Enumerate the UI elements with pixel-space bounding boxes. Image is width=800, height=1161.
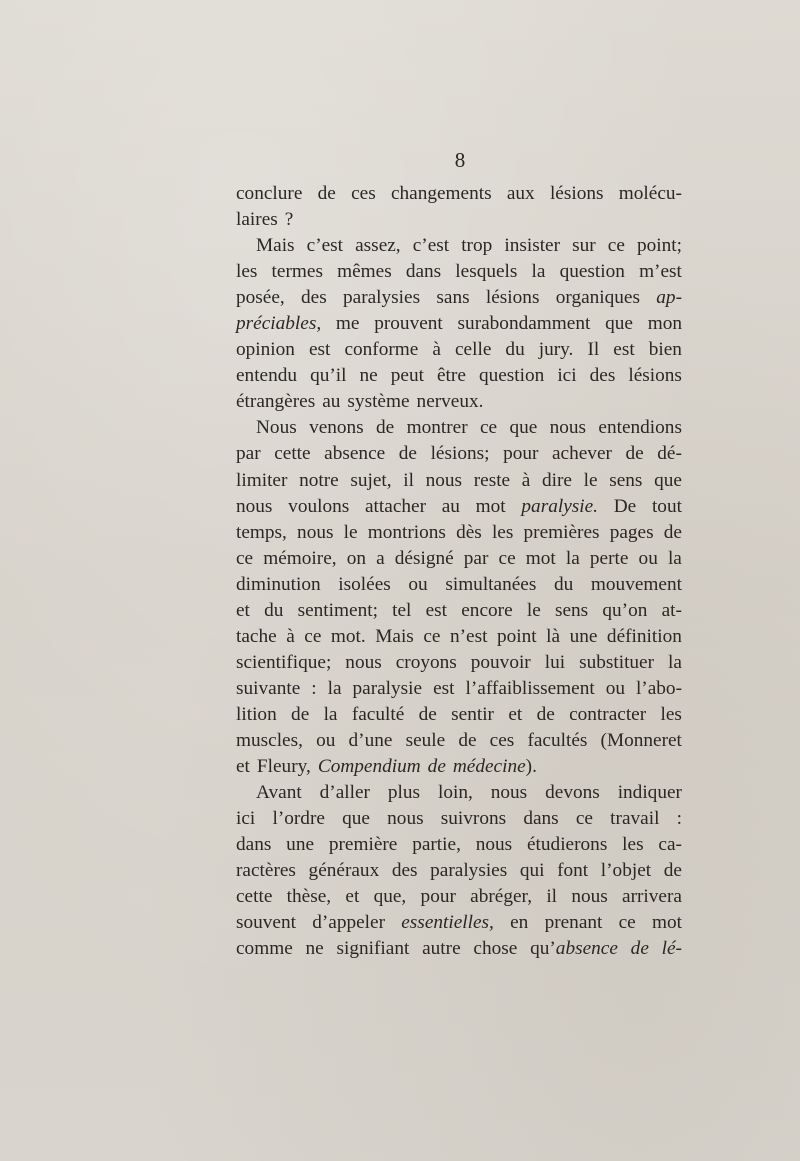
text-line bbox=[236, 285, 682, 311]
word: partie, bbox=[412, 834, 461, 856]
word: la bbox=[531, 261, 546, 283]
word: mémoire, bbox=[263, 547, 337, 569]
word: conclure bbox=[236, 183, 303, 204]
word: paralysie. bbox=[521, 495, 598, 517]
word: ce bbox=[498, 547, 516, 569]
word: suivante bbox=[236, 677, 301, 699]
word: lésions bbox=[549, 183, 604, 204]
word: de bbox=[458, 729, 477, 751]
word: entendu bbox=[236, 365, 298, 387]
word: chose bbox=[473, 938, 518, 960]
word: point; bbox=[636, 235, 682, 257]
word: à bbox=[286, 625, 295, 647]
word: suivrons bbox=[440, 808, 507, 830]
word: au bbox=[441, 495, 460, 517]
word: posée, bbox=[236, 287, 285, 309]
word: ces bbox=[351, 183, 376, 204]
text-line bbox=[236, 494, 682, 520]
word: assez, bbox=[355, 235, 401, 257]
word: et bbox=[508, 703, 523, 725]
word: laires bbox=[236, 209, 278, 231]
word: l’ordre bbox=[272, 808, 325, 830]
text-line bbox=[236, 884, 682, 910]
text-line bbox=[236, 676, 682, 702]
word: jury. bbox=[538, 339, 574, 361]
word: conforme bbox=[344, 339, 419, 361]
word: que bbox=[509, 417, 538, 439]
text-line bbox=[236, 415, 682, 441]
word: nous bbox=[571, 886, 608, 908]
word: insister bbox=[504, 235, 561, 257]
word: ou bbox=[605, 677, 625, 699]
word: loin, bbox=[437, 782, 473, 804]
word: termes bbox=[271, 261, 323, 283]
word: nous bbox=[425, 469, 463, 491]
word: du bbox=[264, 599, 284, 621]
word: désigné bbox=[394, 547, 454, 569]
word: cette bbox=[274, 443, 311, 465]
word: qu’il bbox=[310, 365, 347, 387]
word: mon bbox=[647, 313, 682, 335]
word: des bbox=[589, 365, 616, 387]
word: sens bbox=[554, 599, 589, 621]
word: contracter bbox=[569, 703, 647, 725]
word: de bbox=[663, 521, 682, 543]
word: mot bbox=[525, 547, 556, 569]
text-line bbox=[236, 363, 682, 389]
word: Compendium bbox=[317, 756, 421, 778]
word: l’objet bbox=[600, 860, 652, 882]
word: là bbox=[546, 625, 561, 647]
text-line bbox=[236, 259, 682, 285]
word: a bbox=[376, 547, 385, 569]
word: dire bbox=[542, 469, 572, 491]
word: les bbox=[622, 834, 644, 856]
word: trop bbox=[461, 235, 493, 257]
word: me bbox=[335, 313, 360, 335]
word: n’est bbox=[449, 625, 488, 647]
word: une bbox=[286, 834, 315, 856]
word: de bbox=[427, 756, 446, 778]
word: arrivera bbox=[622, 886, 682, 908]
word: ou bbox=[316, 729, 336, 751]
word: point bbox=[496, 625, 537, 647]
word: plus bbox=[387, 782, 421, 804]
word: : bbox=[311, 677, 317, 699]
word: encore bbox=[461, 599, 513, 621]
word: les bbox=[236, 261, 258, 283]
text-line bbox=[236, 754, 682, 780]
text-line bbox=[236, 468, 682, 494]
word: isolées bbox=[338, 573, 391, 595]
word: question bbox=[559, 261, 625, 283]
word: abréger, bbox=[470, 886, 533, 908]
body-text bbox=[236, 181, 682, 962]
word: substituer bbox=[579, 651, 655, 673]
word: sentir bbox=[451, 703, 494, 725]
word: la bbox=[327, 677, 342, 699]
word: m’est bbox=[639, 261, 682, 283]
word: montrions bbox=[367, 521, 446, 543]
word: at- bbox=[661, 599, 682, 621]
word: ou bbox=[638, 547, 658, 569]
text-line bbox=[236, 936, 682, 962]
word: surabondamment bbox=[457, 313, 591, 335]
word: mot bbox=[651, 912, 682, 934]
word: ce bbox=[423, 625, 441, 647]
text-line bbox=[236, 702, 682, 728]
word: du bbox=[554, 573, 574, 595]
word: lé- bbox=[661, 938, 682, 960]
word: médecine). bbox=[452, 756, 537, 778]
word: une bbox=[569, 625, 598, 647]
word: qu’absence bbox=[530, 938, 618, 960]
word: dans bbox=[523, 808, 559, 830]
word: qui bbox=[519, 860, 545, 882]
word: pour bbox=[503, 443, 539, 465]
word: voulons bbox=[288, 495, 350, 517]
word: ? bbox=[284, 209, 294, 231]
word: ou bbox=[408, 573, 428, 595]
word: font bbox=[557, 860, 589, 882]
word: ces bbox=[489, 729, 515, 751]
text-line bbox=[236, 858, 682, 884]
word: dans bbox=[236, 834, 272, 856]
word: généraux bbox=[308, 860, 380, 882]
text-line bbox=[236, 832, 682, 858]
word: la bbox=[565, 547, 580, 569]
word: dé- bbox=[657, 443, 682, 465]
word: est bbox=[613, 339, 635, 361]
word: souvent bbox=[236, 912, 296, 934]
word: pour bbox=[420, 886, 456, 908]
text-line bbox=[236, 546, 682, 572]
word: cette bbox=[236, 886, 273, 908]
word: par bbox=[236, 443, 261, 465]
word: mot bbox=[475, 495, 506, 517]
word: est bbox=[433, 677, 455, 699]
word: il bbox=[546, 886, 558, 908]
word: étrangères bbox=[236, 391, 316, 413]
word: être bbox=[437, 365, 466, 387]
word: ractères bbox=[236, 860, 296, 882]
word: premières bbox=[523, 521, 600, 543]
word: à bbox=[521, 469, 531, 491]
word: indiquer bbox=[617, 782, 682, 804]
word: la bbox=[323, 703, 338, 725]
word: lésions bbox=[628, 365, 682, 387]
word: les bbox=[660, 703, 682, 725]
word: pouvoir bbox=[470, 651, 531, 673]
word: question bbox=[478, 365, 545, 387]
word: mêmes bbox=[337, 261, 392, 283]
word: c’est bbox=[412, 235, 450, 257]
word: des bbox=[301, 287, 327, 309]
word: la bbox=[668, 651, 682, 673]
text-line bbox=[236, 780, 682, 806]
word: (Monneret bbox=[600, 729, 682, 751]
word: signifiant bbox=[336, 938, 410, 960]
word: que bbox=[654, 469, 682, 491]
word: lésions bbox=[485, 287, 540, 309]
word: sans bbox=[436, 287, 470, 309]
word: travail bbox=[610, 808, 660, 830]
word: que bbox=[605, 313, 633, 335]
word: sujet, bbox=[350, 469, 392, 491]
text-line bbox=[236, 624, 682, 650]
word: ce bbox=[479, 417, 498, 439]
word: Fleury, bbox=[256, 756, 311, 778]
word: étudierons bbox=[527, 834, 608, 856]
word: préciables, bbox=[236, 313, 322, 335]
word: au bbox=[322, 391, 341, 413]
word: système bbox=[347, 391, 410, 413]
word: de bbox=[418, 703, 437, 725]
word: autre bbox=[422, 938, 461, 960]
word: ap- bbox=[656, 287, 682, 309]
text-line bbox=[236, 181, 682, 207]
word: lésions; bbox=[430, 443, 490, 465]
word: attacher bbox=[364, 495, 426, 517]
word: achever bbox=[551, 443, 612, 465]
word: ce bbox=[236, 547, 254, 569]
word: ce bbox=[607, 235, 625, 257]
word: Nous bbox=[256, 417, 297, 439]
word: limiter bbox=[236, 469, 288, 491]
word: ce bbox=[575, 808, 593, 830]
word: et bbox=[236, 599, 250, 621]
word: venons bbox=[309, 417, 364, 439]
word: peut bbox=[390, 365, 424, 387]
word: qu’on bbox=[602, 599, 648, 621]
word: lui bbox=[544, 651, 566, 673]
word: mot. bbox=[330, 625, 366, 647]
text-line bbox=[236, 806, 682, 832]
word: perte bbox=[589, 547, 629, 569]
word: et bbox=[345, 886, 360, 908]
word: faculté bbox=[351, 703, 405, 725]
word: on bbox=[346, 547, 366, 569]
word: opinion bbox=[236, 339, 295, 361]
word: l’affaiblissement bbox=[465, 677, 595, 699]
word: : bbox=[676, 808, 682, 830]
word: et bbox=[236, 756, 250, 778]
word: d’aller bbox=[319, 782, 370, 804]
text-line bbox=[236, 337, 682, 363]
word: le bbox=[343, 521, 358, 543]
word: celle bbox=[454, 339, 492, 361]
word: de bbox=[630, 938, 649, 960]
text-line bbox=[236, 650, 682, 676]
word: en bbox=[510, 912, 529, 934]
word: ne bbox=[359, 365, 378, 387]
word: de bbox=[317, 183, 336, 204]
word: diminution bbox=[236, 573, 321, 595]
word: sens bbox=[609, 469, 643, 491]
word: thèse, bbox=[286, 886, 332, 908]
word: lesquels bbox=[455, 261, 518, 283]
word: par bbox=[463, 547, 489, 569]
word: de bbox=[536, 703, 555, 725]
word: nous bbox=[345, 651, 382, 673]
word: changements bbox=[390, 183, 492, 204]
word: d’appeler bbox=[312, 912, 386, 934]
word: devons bbox=[545, 782, 600, 804]
word: Avant bbox=[256, 782, 302, 804]
text-line bbox=[236, 520, 682, 546]
word: le bbox=[583, 469, 598, 491]
word: tache bbox=[236, 625, 277, 647]
word: tel bbox=[392, 599, 412, 621]
word: dès bbox=[456, 521, 482, 543]
word: notre bbox=[299, 469, 339, 491]
word: scientifique; bbox=[236, 651, 332, 673]
text-line bbox=[236, 441, 682, 467]
page-number: 8 bbox=[454, 148, 466, 172]
word: première bbox=[328, 834, 398, 856]
word: dans bbox=[405, 261, 442, 283]
word: pages bbox=[609, 521, 654, 543]
word: bien bbox=[648, 339, 682, 361]
word: de bbox=[398, 443, 417, 465]
word: nerveux. bbox=[416, 391, 484, 413]
text-line bbox=[236, 598, 682, 624]
word: prouvent bbox=[374, 313, 443, 335]
word: la bbox=[667, 547, 682, 569]
word: paralysies bbox=[343, 287, 421, 309]
text-line bbox=[236, 389, 682, 415]
word: de bbox=[291, 703, 310, 725]
text-line bbox=[236, 728, 682, 754]
word: absence bbox=[324, 443, 386, 465]
word: simultanées bbox=[445, 573, 537, 595]
word: paralysie bbox=[352, 677, 423, 699]
word: paralysies bbox=[430, 860, 508, 882]
word: prenant bbox=[544, 912, 603, 934]
word: entendions bbox=[598, 417, 682, 439]
word: seule bbox=[405, 729, 446, 751]
word: les bbox=[491, 521, 514, 543]
word: muscles, bbox=[236, 729, 303, 751]
word: Mais bbox=[375, 625, 414, 647]
word: le bbox=[526, 599, 541, 621]
word: nous bbox=[490, 782, 528, 804]
word: nous bbox=[549, 417, 587, 439]
word: nous bbox=[297, 521, 334, 543]
word: ne bbox=[305, 938, 324, 960]
word: est bbox=[308, 339, 331, 361]
word: ici bbox=[236, 808, 256, 830]
word: ici bbox=[557, 365, 577, 387]
word: des bbox=[391, 860, 418, 882]
word: de bbox=[663, 860, 682, 882]
word: temps, bbox=[236, 521, 287, 543]
word: reste bbox=[473, 469, 511, 491]
text-line bbox=[236, 207, 682, 233]
word: l’abo- bbox=[635, 677, 682, 699]
word: à bbox=[432, 339, 441, 361]
text-line bbox=[236, 572, 682, 598]
word: De bbox=[613, 495, 637, 517]
word: Mais bbox=[256, 235, 295, 257]
text-line bbox=[236, 910, 682, 936]
text-line bbox=[236, 233, 682, 259]
word: d’une bbox=[348, 729, 393, 751]
word: tout bbox=[651, 495, 682, 517]
word: ca- bbox=[658, 834, 682, 856]
word: du bbox=[505, 339, 525, 361]
word: que bbox=[342, 808, 370, 830]
word: organiques bbox=[555, 287, 640, 309]
word: sur bbox=[572, 235, 596, 257]
word: que, bbox=[373, 886, 407, 908]
word: de bbox=[376, 417, 395, 439]
word: ce bbox=[618, 912, 636, 934]
word: il bbox=[403, 469, 414, 491]
word: de bbox=[625, 443, 644, 465]
word: lition bbox=[236, 703, 277, 725]
word: nous bbox=[387, 808, 424, 830]
word: molécu- bbox=[618, 183, 682, 204]
word: croyons bbox=[395, 651, 457, 673]
word: facultés bbox=[527, 729, 588, 751]
word: nous bbox=[236, 495, 273, 517]
word: essentielles, bbox=[401, 912, 494, 934]
word: montrer bbox=[406, 417, 468, 439]
word: sentiment; bbox=[297, 599, 378, 621]
word: définition bbox=[606, 625, 682, 647]
word: est bbox=[425, 599, 448, 621]
word: ce bbox=[304, 625, 322, 647]
word: Il bbox=[587, 339, 600, 361]
word: comme bbox=[236, 938, 293, 960]
word: nous bbox=[475, 834, 513, 856]
word: c’est bbox=[306, 235, 344, 257]
word: aux bbox=[506, 183, 535, 204]
word: mouvement bbox=[590, 573, 682, 595]
text-line bbox=[236, 311, 682, 337]
